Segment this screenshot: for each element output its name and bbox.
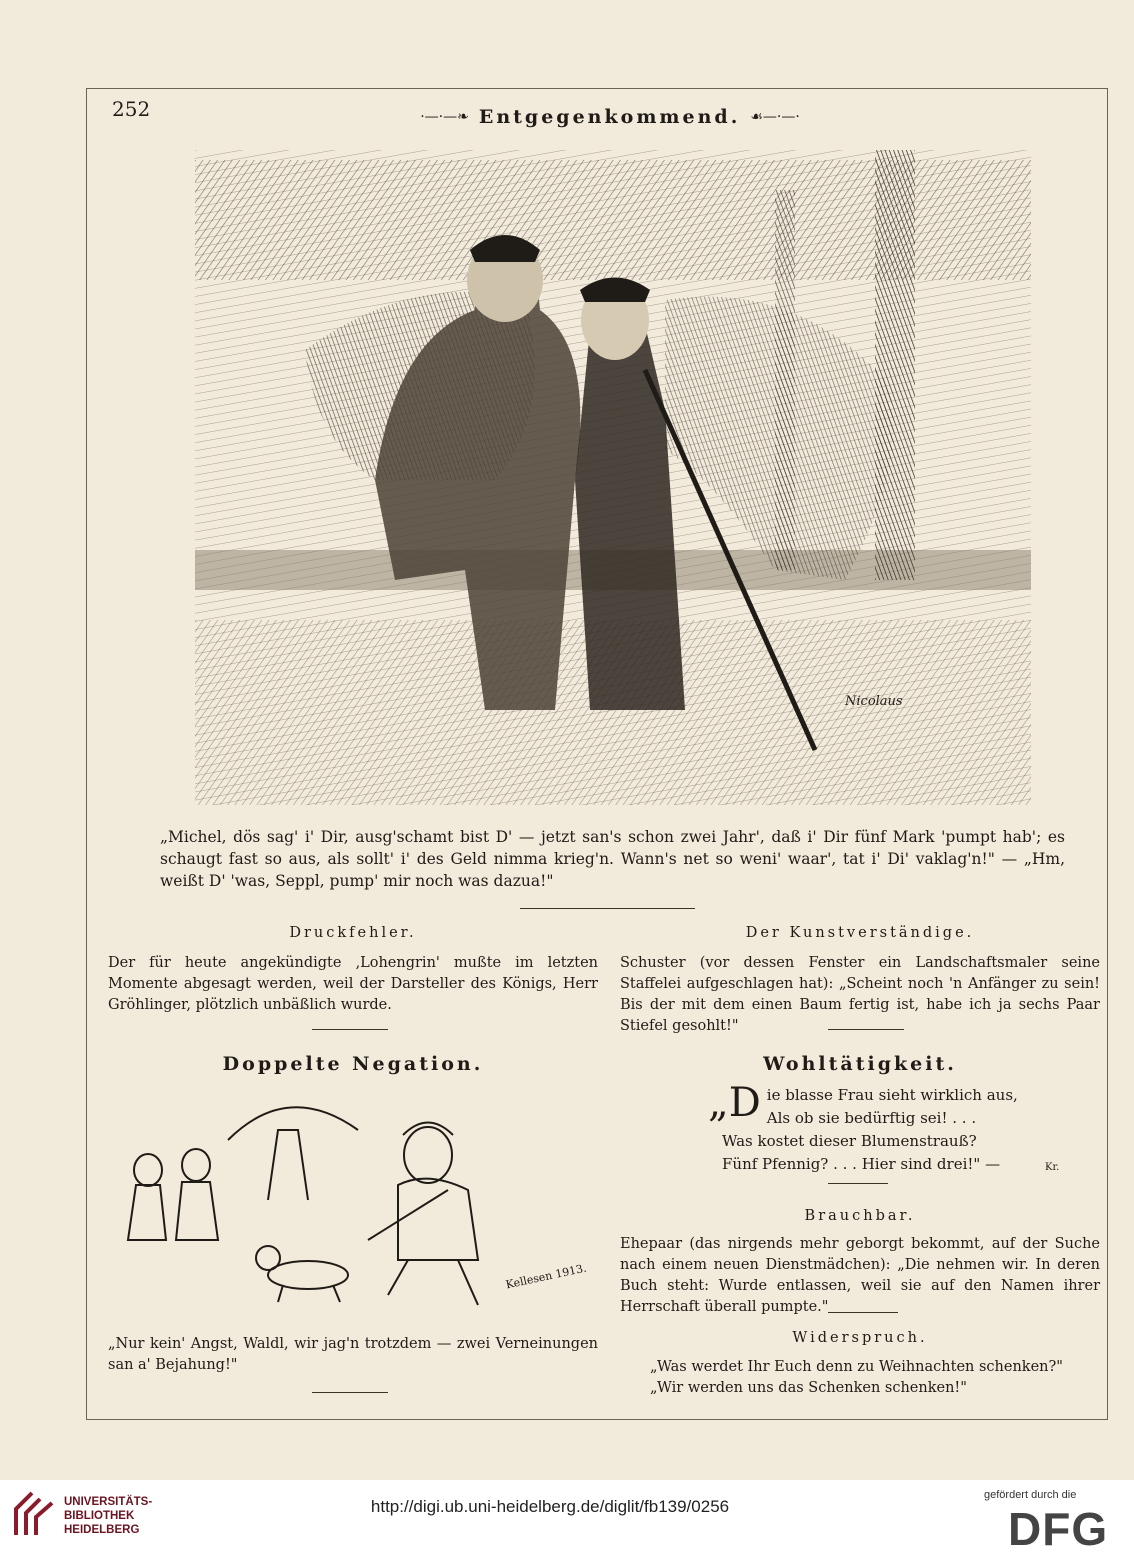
poem-line: Als ob sie bedürftig sei! . . .: [766, 1109, 977, 1127]
divider: [828, 1183, 888, 1184]
source-url-link[interactable]: http://digi.ub.uni-heidelberg.de/diglit/fb139/0256: [370, 1497, 730, 1516]
funded-by-text: gefördert durch die: [984, 1489, 1077, 1501]
doodle-artist-signature: Kellesen 1913.: [504, 1261, 588, 1292]
illustration-signature: Nicolaus: [845, 694, 903, 709]
divider: [312, 1029, 388, 1030]
kunstverstaendige-title: Der Kunstverständige.: [745, 925, 975, 941]
divider: [520, 908, 695, 909]
druckfehler-title: Druckfehler.: [289, 925, 417, 941]
wohltaetigkeit-title: Wohltätigkeit.: [763, 1053, 957, 1075]
dfg-logo[interactable]: DFG: [1008, 1503, 1109, 1555]
kunstverstaendige-text: Schuster (vor dessen Fenster ein Landschaftsmaler seine Staffelei aufgeschlagen hat): „Scheint noch 'n Anfänger zu sein! Bis der mit dem einen Baum fertig ist, habe ich ja sechs Paar Stiefel gesohlt!": [620, 955, 1100, 1034]
widerspruch-title: Widerspruch.: [792, 1330, 928, 1346]
negation-title: Doppelte Negation.: [222, 1053, 484, 1075]
wohltaetigkeit-poem: [708, 1080, 1052, 1176]
library-line: HEIDELBERG: [64, 1524, 140, 1536]
brauchbar-title: Brauchbar.: [804, 1208, 916, 1224]
poem-line: ie blasse Frau sieht wirklich aus,: [766, 1086, 1018, 1104]
negation-caption: „Nur kein' Angst, Waldl, wir jag'n trotzdem — zwei Verneinungen san a' Bejahung!": [108, 1336, 598, 1373]
library-line: UNIVERSITÄTS-: [64, 1496, 153, 1508]
brauchbar-text: Ehepaar (das nirgends mehr geborgt bekommt, auf der Suche nach einem neuen Dienstmädchen): „Die nehmen wir. In deren Buch steht: Wurde entlassen, weil sie auf den Namen ihrer Herrschaft überall pumpte.": [620, 1236, 1100, 1315]
poem-line: Fünf Pfennig? . . . Hier sind drei!" —: [722, 1155, 1001, 1173]
widerspruch-text: [650, 1357, 1090, 1399]
stable-scene-illustration: [195, 150, 1031, 805]
poem-line: Was kostet dieser Blumenstrauß?: [722, 1132, 977, 1150]
running-head: [400, 104, 820, 130]
widerspruch-line: „Wir werden uns das Schenken schenken!": [650, 1380, 967, 1396]
footer-bar: [0, 1480, 1134, 1559]
page-number: 252: [112, 97, 151, 121]
ornament-left: ·—·—❧: [420, 109, 469, 125]
poem-signature: Kr.: [1045, 1162, 1060, 1173]
illustration-caption: „Michel, dös sag' i' Dir, ausg'schamt bist D' — jetzt san's schon zwei Jahr', daß i' Dir fünf Mark 'pumpt hab'; es schaugt fast so aus, als sollt' i' des Geld nimma krieg'n. Wann's net so weni' waar', tat i' Di' vaklag'n!" — „Hm, weißt D' 'was, Seppl, pump' mir noch was dazua!": [160, 828, 1065, 890]
divider: [828, 1312, 898, 1313]
divider: [828, 1029, 904, 1030]
library-line: BIBLIOTHEK: [64, 1510, 135, 1522]
divider: [312, 1392, 388, 1393]
university-logo-icon: [12, 1489, 58, 1539]
poem-dropcap: „D: [708, 1080, 761, 1126]
ornament-right: ☙—·—·: [750, 109, 800, 125]
druckfehler-text: Der für heute angekündigte ‚Lohengrin' mußte im letzten Momente abgesagt werden, weil der Darsteller des Königs, Herr Gröhlinger, plötzlich unbäßlich wurde.: [108, 955, 598, 1013]
widerspruch-line: „Was werdet Ihr Euch denn zu Weihnachten schenken?": [650, 1359, 1063, 1375]
running-title: Entgegenkommend.: [478, 106, 741, 128]
library-name[interactable]: [64, 1495, 152, 1537]
